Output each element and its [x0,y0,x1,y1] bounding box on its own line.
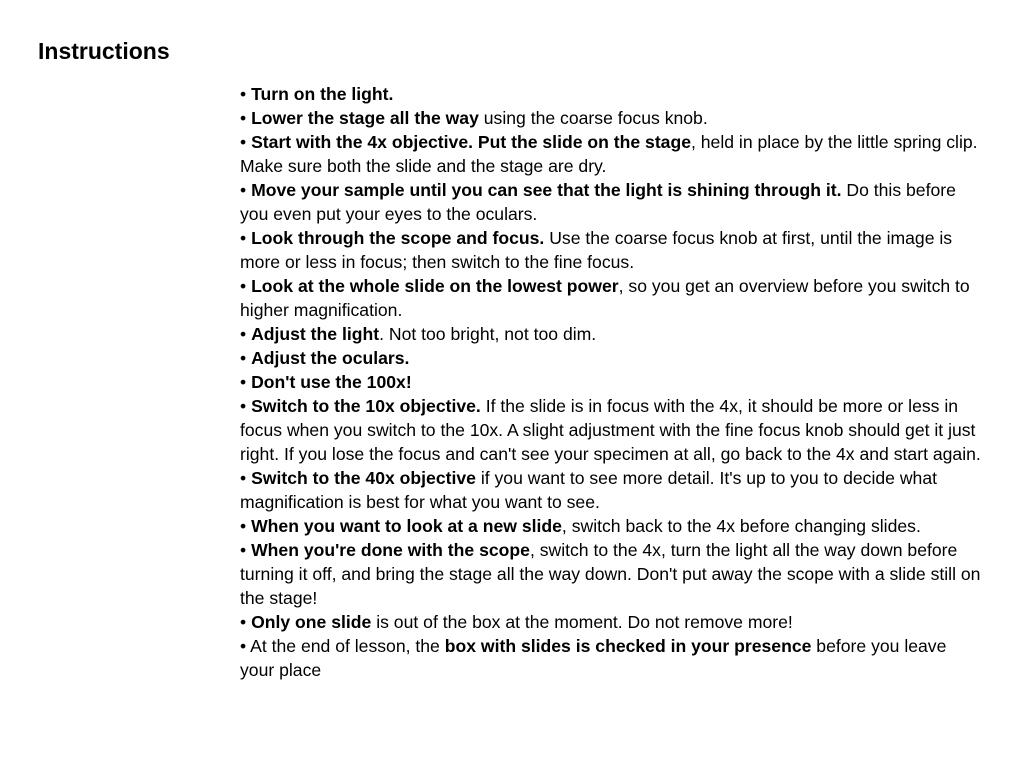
bullet: • [240,276,247,296]
instruction-bold-text: Adjust the oculars. [251,348,410,368]
instruction-bold-text: Switch to the 10x objective. [251,396,481,416]
instruction-bold-text: Look through the scope and focus. [251,228,545,248]
bullet: • [240,348,247,368]
bullet: • [240,228,247,248]
instruction-bold-text: Switch to the 40x objective [251,468,476,488]
instruction-bold-text: Look at the whole slide on the lowest power [251,276,619,296]
instruction-item [240,346,985,370]
instruction-bold-text: box with slides is checked in your presence [444,636,812,656]
instruction-item [240,610,985,634]
slide-title: Instructions [38,38,170,64]
instruction-item [240,514,985,538]
bullet: • [240,636,247,656]
instruction-item [240,226,985,274]
instruction-text: , held in place by the little spring clip. Make sure both the slide and the stage are dry. [240,132,978,176]
bullet: • [240,540,247,560]
instruction-bold-text: Only one slide [251,612,372,632]
instruction-item [240,274,985,322]
instruction-item [240,106,985,130]
instruction-item [240,130,985,178]
instruction-bold-text: Start with the 4x objective. Put the slide on the stage [251,132,691,152]
instruction-item [240,634,985,682]
bullet: • [240,372,247,392]
instruction-list [240,82,985,682]
instruction-bold-text: Adjust the light [251,324,380,344]
instruction-bold-text: Lower the stage all the way [251,108,479,128]
bullet: • [240,396,247,416]
instruction-bold-text: Move your sample until you can see that the light is shining through it. [251,180,842,200]
instruction-bold-text: Don't use the 100x! [251,372,412,392]
instruction-text: . Not too bright, not too dim. [379,324,597,344]
bullet: • [240,324,247,344]
instruction-text: Use the coarse focus knob at first, until the image is more or less in focus; then switch to the fine focus. [240,228,953,272]
instruction-text-suffix: before you leave your place [240,636,947,680]
instruction-text: Do this before you even put your eyes to the oculars. [240,180,956,224]
instruction-text: If the slide is in focus with the 4x, it should be more or less in focus when you switch to the 10x. A slight adjustment with the fine focus knob should get it just right. If you lose the focus and can't see your specimen at all, go back to the 4x and start again. [240,396,981,464]
bullet: • [240,612,247,632]
instruction-item [240,370,985,394]
bullet: • [240,108,247,128]
instruction-item [240,178,985,226]
instruction-text: if you want to see more detail. It's up to you to decide what magnification is best for what you want to see. [240,468,937,512]
instruction-text: is out of the box at the moment. Do not remove more! [371,612,793,632]
instruction-item [240,394,985,466]
instruction-bold-text: When you're done with the scope [251,540,530,560]
instruction-text: using the coarse focus knob. [478,108,708,128]
bullet: • [240,180,247,200]
instruction-item [240,322,985,346]
instruction-bold-text: Turn on the light. [251,84,394,104]
instruction-item [240,466,985,514]
instruction-text-prefix: At the end of lesson, the [250,636,445,656]
instruction-text: , switch to the 4x, turn the light all the way down before turning it off, and bring the stage all the way down. Don't put away the scope with a slide still on the stage! [240,540,981,608]
bullet: • [240,132,247,152]
instruction-text: , so you get an overview before you switch to higher magnification. [240,276,970,320]
instruction-text: , switch back to the 4x before changing slides. [561,516,921,536]
instruction-bold-text: When you want to look at a new slide [251,516,562,536]
bullet: • [240,516,247,536]
bullet: • [240,468,247,488]
instruction-item [240,82,985,106]
bullet: • [240,84,247,104]
instruction-item [240,538,985,610]
